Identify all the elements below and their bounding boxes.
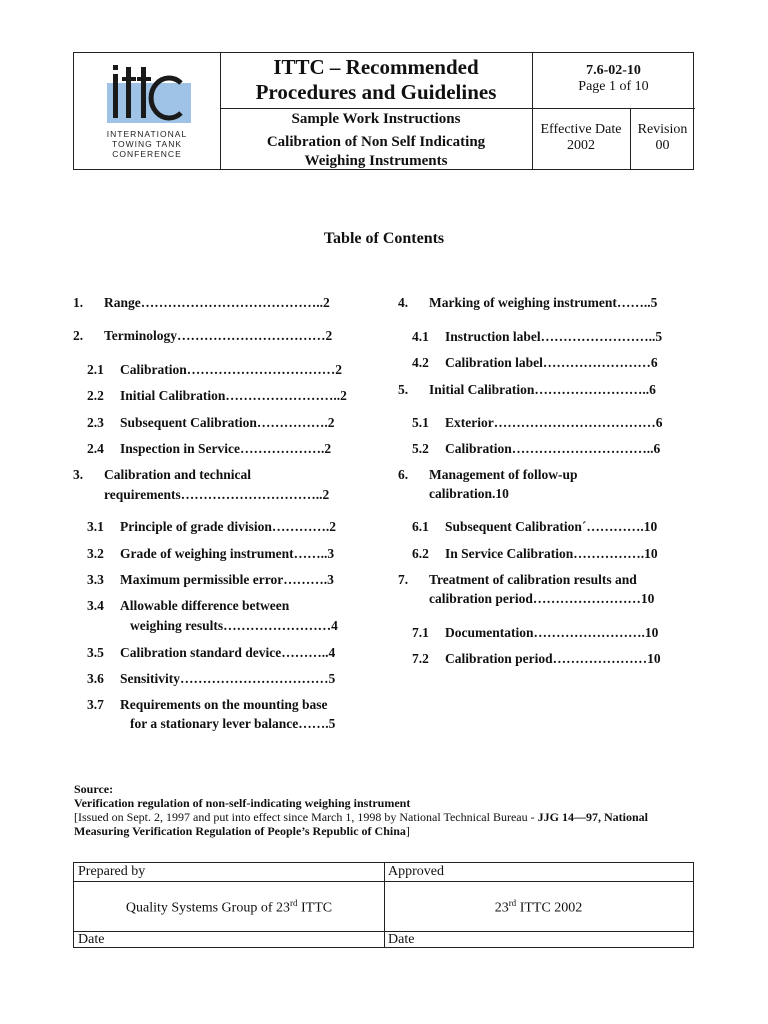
toc-entry[interactable]: [87, 570, 334, 589]
prepared-by-value: [74, 898, 384, 917]
logo-line: INTERNATIONAL: [106, 129, 188, 139]
toc-text: calibration.10: [429, 486, 509, 501]
toc-text: Terminology……………………………2: [104, 328, 333, 343]
toc-entry[interactable]: [87, 413, 335, 432]
toc-number: 3.1: [87, 519, 104, 534]
revision-label: Revision: [637, 122, 688, 137]
toc-number: 3.3: [87, 572, 104, 587]
toc-number: 3.5: [87, 645, 104, 660]
toc-number: 5.: [398, 382, 409, 397]
toc-number: 3.: [73, 467, 84, 482]
toc-number: 4.: [398, 295, 409, 310]
toc-number: 1.: [73, 295, 84, 310]
toc-text: for a stationary lever balance…….5: [130, 716, 336, 731]
effective-date-value: 2002: [567, 138, 595, 153]
revision-value: 00: [655, 138, 670, 153]
toc-text: Grade of weighing instrument……..3: [120, 546, 335, 561]
toc-title: Table of Contents: [323, 230, 445, 247]
toc-entry[interactable]: [73, 326, 332, 345]
toc-text: Allowable difference between: [120, 598, 290, 613]
toc-text: weighing results……………………4: [130, 618, 338, 633]
toc-entry[interactable]: [398, 380, 656, 399]
date-left-label: Date: [78, 932, 105, 947]
doc-title-line2: Procedures and Guidelines: [255, 80, 497, 104]
toc-text: Management of follow-up: [429, 467, 578, 482]
toc-text: Range…………………………………..2: [104, 295, 330, 310]
toc-text: Exterior………………………………6: [445, 415, 663, 430]
toc-entry[interactable]: [412, 544, 658, 563]
logo-line: CONFERENCE: [112, 149, 182, 159]
toc-text: Subsequent Calibration´………….10: [445, 519, 658, 534]
toc-number: 2.2: [87, 388, 104, 403]
prepared-by-suffix: ITTC: [297, 900, 333, 916]
toc-number: 7.: [398, 572, 409, 587]
toc-entry[interactable]: [87, 439, 331, 458]
toc-number: 5.1: [412, 415, 429, 430]
toc-entry[interactable]: [412, 517, 657, 536]
approved-label: Approved: [388, 864, 444, 879]
toc-entry[interactable]: [412, 439, 660, 458]
effective-date-label: Effective Date: [540, 122, 622, 137]
source-title: Verification regulation of non-self-indicating weighing instrument: [74, 796, 411, 810]
toc-number: 3.2: [87, 546, 104, 561]
approved-text: 23: [494, 900, 509, 916]
toc-text: Calibration and technical: [104, 467, 252, 482]
page-info: Page 1 of 10: [578, 79, 649, 94]
toc-entry-continued[interactable]: [429, 484, 509, 503]
toc-entry[interactable]: [73, 293, 330, 312]
approved-value: [384, 898, 693, 917]
toc-number: 3.6: [87, 671, 104, 686]
source-close: ]: [405, 824, 410, 838]
toc-text: Calibration……………………………2: [120, 362, 343, 377]
toc-text: calibration period……………………10: [429, 591, 655, 606]
toc-text: Treatment of calibration results and: [429, 572, 637, 587]
logo-line: TOWING TANK: [111, 139, 183, 149]
toc-entry[interactable]: [87, 669, 335, 688]
toc-text: Inspection in Service……………….2: [120, 441, 332, 456]
toc-entry[interactable]: [412, 623, 658, 642]
toc-text: In Service Calibration…………….10: [445, 546, 658, 561]
doc-number: 7.6-02-10: [586, 63, 641, 78]
toc-entry[interactable]: [73, 465, 251, 484]
toc-entry[interactable]: [87, 596, 289, 615]
doc-subtitle-line2: Calibration of Non Self Indicating: [266, 134, 486, 150]
source-issued: [Issued on Sept. 2, 1997 and put into effect since March 1, 1998 by National Technical Bureau -: [74, 810, 538, 824]
toc-text: Maximum permissible error……….3: [120, 572, 334, 587]
toc-number: 4.2: [412, 355, 429, 370]
toc-entry[interactable]: [398, 570, 637, 589]
toc-entry[interactable]: [398, 293, 657, 312]
document-header: [73, 52, 694, 170]
toc-number: 5.2: [412, 441, 429, 456]
toc-entry-continued[interactable]: [130, 714, 335, 733]
toc-entry[interactable]: [412, 327, 662, 346]
toc-text: Calibration…………………………..6: [445, 441, 661, 456]
toc-text: Principle of grade division………….2: [120, 519, 336, 534]
toc-entry-continued[interactable]: [429, 589, 654, 608]
toc-text: Calibration standard device………..4: [120, 645, 336, 660]
toc-number: 7.1: [412, 625, 429, 640]
toc-number: 3.4: [87, 598, 104, 613]
toc-text: Calibration label……………………6: [445, 355, 658, 370]
toc-text: Documentation…………………….10: [445, 625, 659, 640]
toc-entry-continued[interactable]: [104, 485, 329, 504]
toc-text: Requirements on the mounting base: [120, 697, 328, 712]
approved-suffix: ITTC 2002: [516, 900, 583, 916]
toc-number: 2.1: [87, 362, 104, 377]
toc-number: 6.1: [412, 519, 429, 534]
toc-text: Instruction label……………………..5: [445, 329, 663, 344]
toc-text: Initial Calibration……………………..6: [429, 382, 656, 397]
toc-entry[interactable]: [87, 643, 335, 662]
toc-text: Subsequent Calibration…………….2: [120, 415, 335, 430]
toc-text: requirements…………………………..2: [104, 487, 330, 502]
toc-number: 4.1: [412, 329, 429, 344]
toc-entry[interactable]: [412, 413, 662, 432]
toc-entry[interactable]: [87, 386, 347, 405]
toc-entry-continued[interactable]: [130, 616, 338, 635]
doc-subtitle-line3: Weighing Instruments: [304, 153, 448, 169]
toc-entry[interactable]: [87, 517, 336, 536]
source-citation: [74, 810, 699, 838]
ittc-logo: [74, 53, 220, 169]
toc-text: Initial Calibration……………………..2: [120, 388, 347, 403]
toc-entry[interactable]: [87, 360, 342, 379]
toc-number: 3.7: [87, 697, 104, 712]
toc-number: 2.4: [87, 441, 104, 456]
approved-sup: rd: [508, 898, 517, 908]
prepared-by-sup: rd: [290, 898, 298, 908]
toc-number: 6.2: [412, 546, 429, 561]
source-regulation: JJG 14—97, National Measuring Verification Regulation of People’s Republic of China: [74, 810, 648, 838]
signoff-table: [73, 862, 694, 948]
toc-number: 6.: [398, 467, 409, 482]
toc-entry[interactable]: [87, 544, 334, 563]
toc-entry[interactable]: [398, 465, 578, 484]
toc-number: 7.2: [412, 651, 429, 666]
toc-text: Calibration period…………………10: [445, 651, 661, 666]
doc-subtitle-line1: Sample Work Instructions: [291, 111, 461, 127]
toc-entry[interactable]: [412, 649, 661, 668]
toc-text: Marking of weighing instrument……..5: [429, 295, 658, 310]
prepared-by-text: Quality Systems Group of 23: [125, 900, 290, 916]
source-label: Source:: [74, 782, 114, 796]
toc-text: Sensitivity……………………………5: [120, 671, 336, 686]
toc-number: 2.: [73, 328, 84, 343]
toc-entry[interactable]: [87, 695, 328, 714]
toc-entry[interactable]: [412, 353, 658, 372]
date-right-label: Date: [388, 932, 415, 947]
ittc-logo-mark: [107, 65, 191, 127]
prepared-by-label: Prepared by: [78, 864, 146, 879]
doc-title-line1: ITTC – Recommended: [273, 55, 479, 79]
toc-number: 2.3: [87, 415, 104, 430]
